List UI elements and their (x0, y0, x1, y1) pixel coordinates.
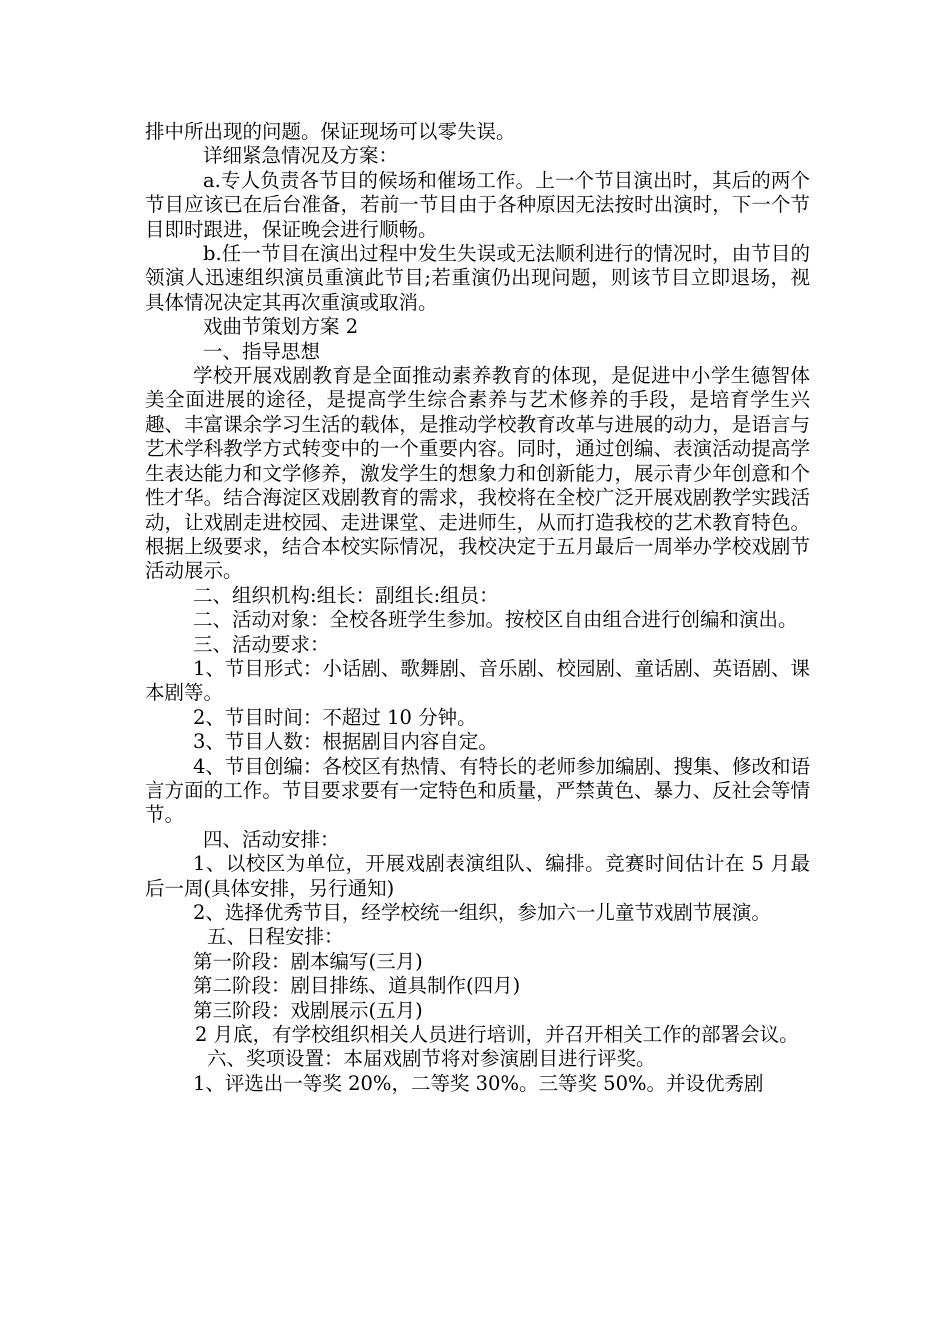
document-paragraph: 2 月底，有学校组织相关人员进行培训，并召开相关工作的部署会议。 (195, 1023, 799, 1047)
document-paragraph: 一、指导思想 (203, 339, 321, 363)
document-paragraph: 戏曲节策划方案 2 (203, 315, 359, 339)
document-paragraph: 第三阶段：戏剧展示(五月) (193, 998, 423, 1022)
document-paragraph: b.任一节目在演出过程中发生失误或无法顺利进行的情况时，由节目的领演人迅速组织演员重演此节目;若重演仍出现问题，则该节目立即退场，视具体情况决定其再次重演或取消。 (145, 242, 810, 314)
document-paragraph: 二、组织机构:组长：副组长:组员： (193, 583, 499, 607)
document-paragraph: 4、节目创编：各校区有热情、有特长的老师参加编剧、搜集、修改和语言方面的工作。节目要求要有一定特色和质量，严禁黄色、暴力、反社会等情节。 (145, 754, 810, 827)
document-paragraph: 排中所出现的问题。保证现场可以零失误。 (145, 120, 516, 143)
document-paragraph: 1、评选出一等奖 20%，二等奖 30%。三等奖 50%。并设优秀剧 (193, 1071, 764, 1095)
document-body (145, 120, 810, 1096)
document-paragraph: 六、奖项设置：本届戏剧节将对参演剧目进行评奖。 (207, 1047, 656, 1071)
document-paragraph: 第一阶段：剧本编写(三月) (193, 949, 423, 973)
document-paragraph: 三、活动要求： (193, 632, 330, 656)
document-paragraph: a.专人负责各节目的候场和催场工作。上一个节目演出时，其后的两个节目应该已在后台准备，若前一节目由于各种原因无法按时出演时，下一个节目即时跟进，保证晚会进行顺畅。 (145, 168, 810, 241)
document-paragraph: 1、节目形式：小话剧、歌舞剧、音乐剧、校园剧、童话剧、英语剧、课本剧等。 (145, 656, 810, 705)
document-paragraph: 五、日程安排： (207, 925, 344, 949)
document-paragraph: 学校开展戏剧教育是全面推动素养教育的体现，是促进中小学生德智体美全面进展的途径，是提高学生综合素养与艺术修养的手段，是培育学生兴趣、丰富课余学习生活的载体，是推动学校教育改革与进展的动力，是语言与艺术学科教学方式转变中的一个重要内容。同时，通过创编、表演活动提高学生表达能力和文学修养，激发学生的想象力和创新能力，展示青少年创意和个性才华。结合海淀区戏剧教育的需求，我校将在全校广泛开展戏剧教学实践活动，让戏剧走进校园、走进课堂、走进师生，从而打造我校的艺术教育特色。根据上级要求，结合本校实际情况，我校决定于五月最后一周举办学校戏剧节活动展示。 (145, 364, 810, 583)
document-paragraph: 详细紧急情况及方案： (203, 144, 399, 168)
document-paragraph: 二、活动对象：全校各班学生参加。按校区自由组合进行创编和演出。 (193, 608, 798, 632)
document-paragraph: 2、节目时间：不超过 10 分钟。 (193, 705, 477, 729)
document-paragraph: 1、以校区为单位，开展戏剧表演组队、编排。竞赛时间估计在 5 月最后一周(具体安排，另行通知) (145, 852, 810, 900)
document-paragraph: 2、选择优秀节目，经学校统一组织，参加六一儿童节戏剧节展演。 (193, 901, 771, 924)
document-paragraph: 四、活动安排： (203, 827, 340, 851)
document-paragraph: 第二阶段：剧目排练、道具制作(四月) (193, 974, 521, 998)
document-paragraph: 3、节目人数：根据剧目内容自定。 (193, 730, 498, 754)
